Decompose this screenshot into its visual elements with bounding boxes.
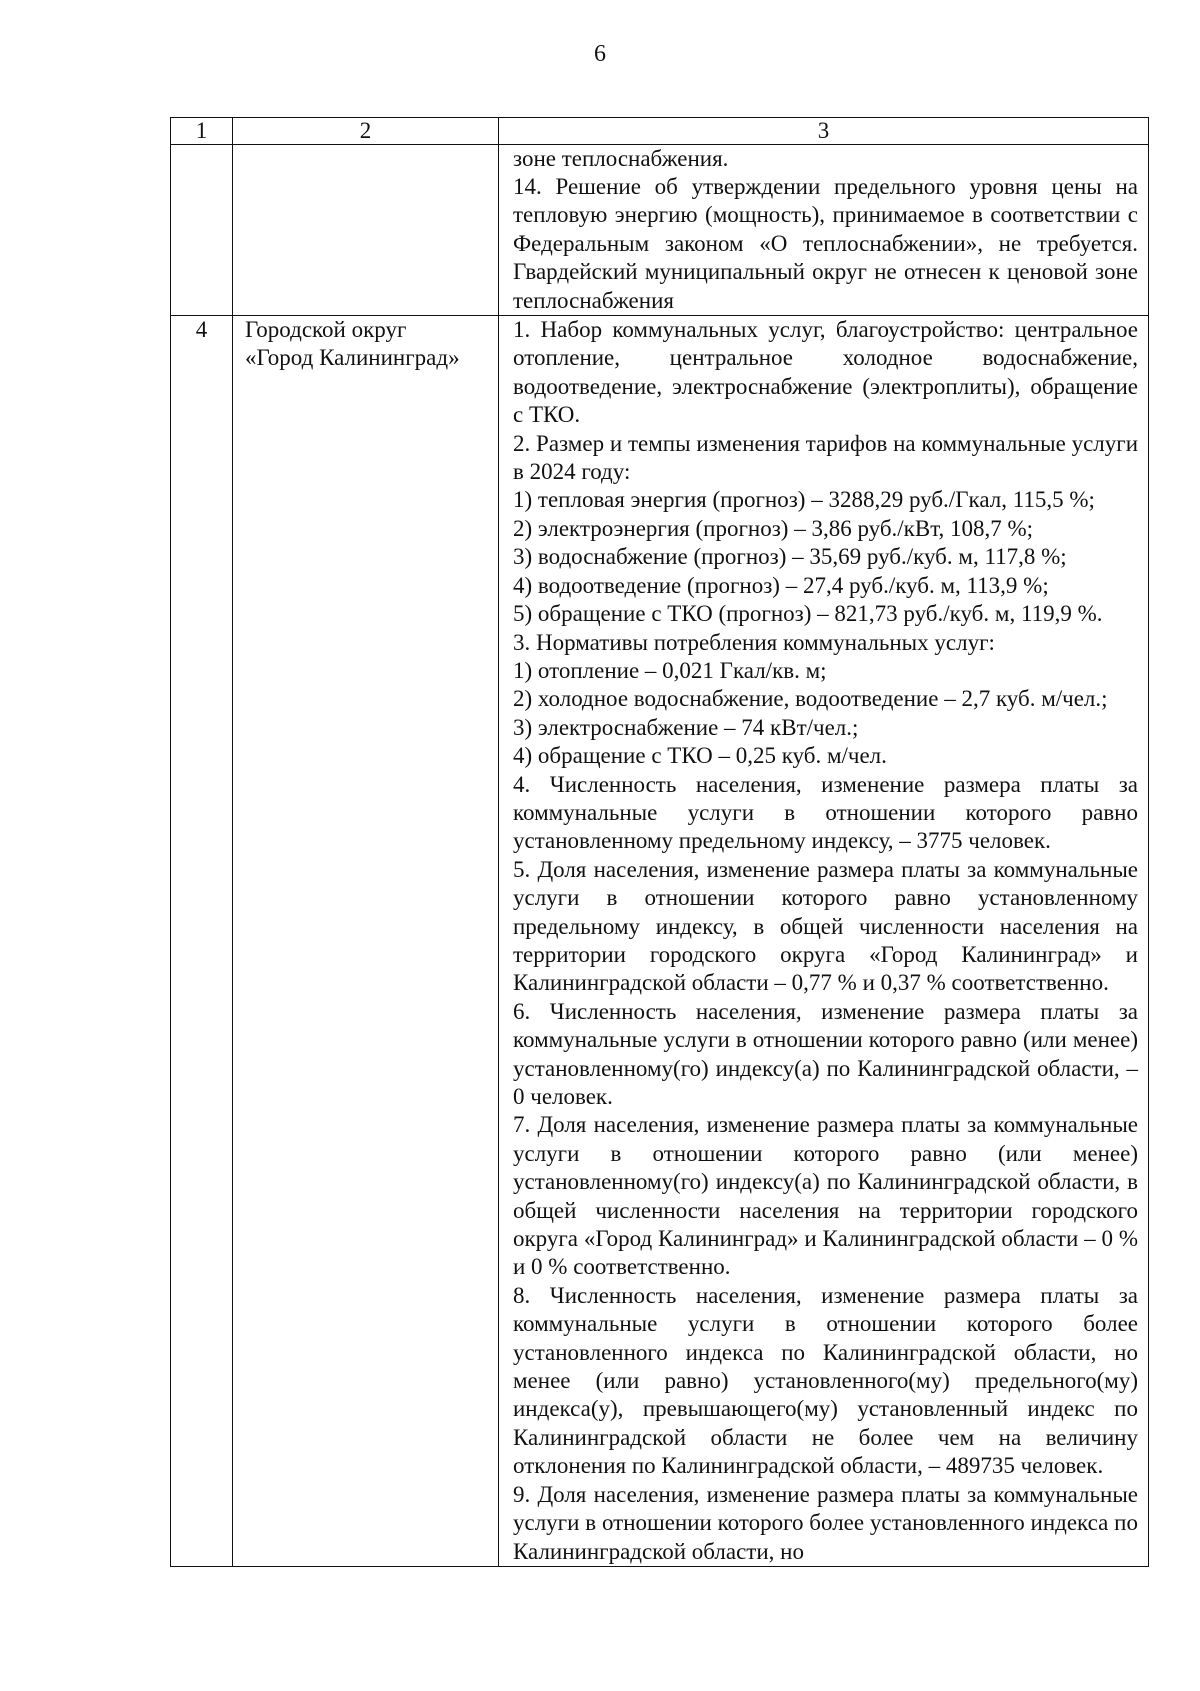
table-row-kaliningrad <box>171 316 1149 1567</box>
page-number: 6 <box>594 41 606 67</box>
list-item: 4) обращение с ТКО – 0,25 куб. м/чел. <box>513 743 887 769</box>
paragraph: 2. Размер и темпы изменения тарифов на коммунальные услуги в 2024 году: <box>513 430 1138 485</box>
list-item: 3) водоснабжение (прогноз) – 35,69 руб./куб. м, 117,8 %; <box>513 544 1067 570</box>
row-number-cell: 4 <box>171 316 233 1567</box>
paragraph: 7. Доля населения, изменение размера платы за коммунальные услуги в отношении которого равно (или менее) установленному(го) индексу(а) по Калининградской области, в общей численности населения на территории городского округа «Город Калининград» и Калининградской области – 0 % и 0 % соответственно. <box>513 1112 1138 1280</box>
paragraph: 1. Набор коммунальных услуг, благоустройство: центральное отопление, центральное холодное водоснабжение, водоотведение, электроснабжение (электроплиты), обращение с ТКО. <box>513 317 1138 428</box>
data-table <box>170 117 1149 1567</box>
row-number-cell <box>171 145 233 316</box>
column-header-3: 3 <box>499 118 1149 145</box>
table-row-continuation <box>171 145 1149 316</box>
list-item: 2) холодное водоснабжение, водоотведение – 2,7 куб. м/чел.; <box>513 686 1108 712</box>
row-content-cell <box>499 145 1149 316</box>
municipality-name-line: Городской округ <box>245 317 407 343</box>
list-item: 1) отопление – 0,021 Гкал/кв. м; <box>513 657 827 683</box>
list-item: 3) электроснабжение – 74 кВт/чел.; <box>513 714 859 740</box>
paragraph: 14. Решение об утверждении предельного уровня цены на тепловую энергию (мощность), принимаемое в соответствии с Федеральным законом «О теплоснабжении», не требуется. Гвардейский муниципальный округ не отнесен к ценовой зоне теплоснабжения <box>513 174 1138 313</box>
paragraph: 4. Численность населения, изменение размера платы за коммунальные услуги в отношении которого равно установленному предельному индексу, – 3775 человек. <box>513 771 1138 854</box>
row-content-cell <box>499 316 1149 1567</box>
list-item: 1) тепловая энергия (прогноз) – 3288,29 руб./Гкал, 115,5 %; <box>513 487 1095 513</box>
row-name-cell <box>233 316 499 1567</box>
paragraph: 3. Нормативы потребления коммунальных услуг: <box>513 629 995 655</box>
row-name-cell <box>233 145 499 316</box>
municipality-name-line: «Город Калининград» <box>245 345 460 371</box>
table-header-row <box>171 118 1149 145</box>
column-header-2: 2 <box>233 118 499 145</box>
paragraph: 6. Численность населения, изменение размера платы за коммунальные услуги в отношении которого равно (или менее) установленному(го) индексу(а) по Калининградской области, – 0 человек. <box>513 998 1138 1109</box>
list-item: 2) электроэнергия (прогноз) – 3,86 руб./кВт, 108,7 %; <box>513 515 1034 541</box>
paragraph: зоне теплоснабжения. <box>513 146 729 171</box>
list-item: 4) водоотведение (прогноз) – 27,4 руб./куб. м, 113,9 %; <box>513 572 1049 598</box>
column-header-1: 1 <box>171 118 233 145</box>
paragraph: 8. Численность населения, изменение размера платы за коммунальные услуги в отношении которого более установленного индекса по Калининградской области, но менее (или равно) установленного(му) предельного(му) индекса(у), превышающего(му) установленный индекс по Калининградской области не более чем на величину отклонения по Калининградской области, – 489735 человек. <box>513 1282 1138 1479</box>
paragraph: 5. Доля населения, изменение размера платы за коммунальные услуги в отношении которого равно установленному предельному индексу, в общей численности населения на территории городского округа «Город Калининград» и Калининградской области – 0,77 % и 0,37 % соответственно. <box>513 856 1138 996</box>
paragraph: 9. Доля населения, изменение размера платы за коммунальные услуги в отношении которого более установленного индекса по Калининградской области, но <box>513 1481 1138 1564</box>
list-item: 5) обращение с ТКО (прогноз) – 821,73 руб./куб. м, 119,9 %. <box>513 601 1103 627</box>
